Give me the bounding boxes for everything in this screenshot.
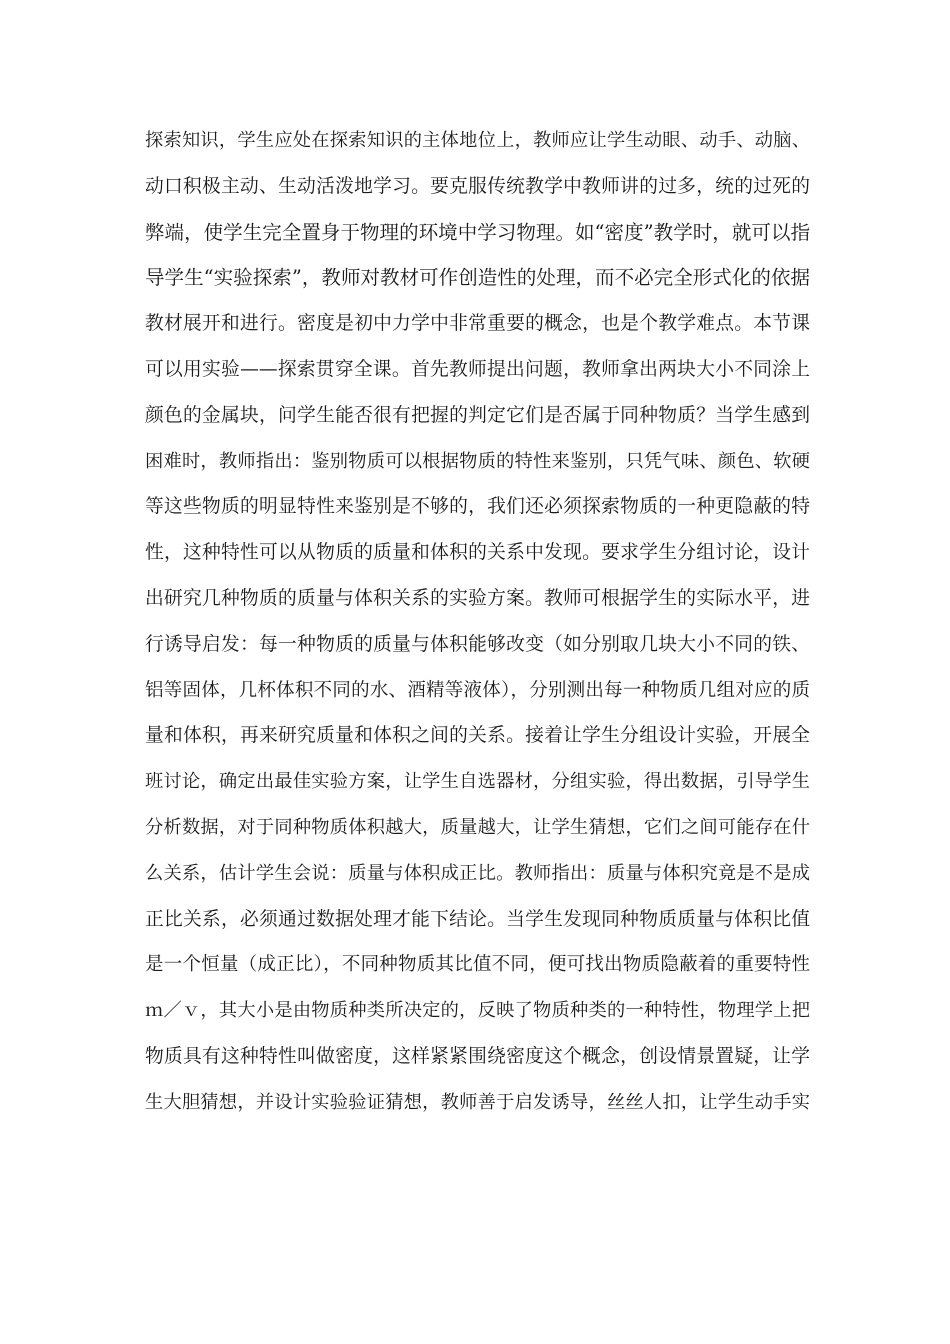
text-line: 是一个恒量（成正比），不同种物质其比值不同，便可找出物质隐蔽着的重要特性 — [145, 954, 810, 976]
text-line: 性，这种特性可以从物质的质量和体积的关系中发现。要求学生分组讨论，设计 — [145, 542, 810, 564]
text-line: 等这些物质的明显特性来鉴别是不够的，我们还必须探索物质的一种更隐蔽的特 — [145, 496, 810, 518]
text-line: 物质具有这种特性叫做密度，这样紧紧围绕密度这个概念，创设情景置疑，让学 — [145, 1045, 810, 1067]
text-line: 导学生“实验探索”，教师对教材可作创造性的处理，而不必完全形式化的依据 — [145, 266, 810, 290]
text-line: 么关系，估计学生会说：质量与体积成正比。教师指出：质量与体积究竟是不是成 — [145, 862, 810, 884]
text-line: 正比关系，必须通过数据处理才能下结论。当学生发现同种物质质量与体积比值 — [145, 908, 810, 930]
text-line: 可以用实验——探索贯穿全课。首先教师提出问题，教师拿出两块大小不同涂上 — [145, 358, 810, 380]
text-line: 探索知识，学生应处在探索知识的主体地位上，教师应让学生动眼、动手、动脑、 — [145, 130, 810, 151]
text-line: 教材展开和进行。密度是初中力学中非常重要的概念，也是个教学难点。本节课 — [145, 313, 810, 335]
text-line: 出研究几种物质的质量与体积关系的实验方案。教师可根据学生的实际水平，进 — [145, 587, 810, 609]
text-line: 生大胆猜想，并设计实验验证猜想，教师善于启发诱导，丝丝人扣，让学生动手实 — [145, 1091, 810, 1113]
text-line: 班讨论，确定出最佳实验方案，让学生自选器材，分组实验，得出数据，引导学生 — [145, 771, 810, 793]
text-line: 困难时，教师指出：鉴别物质可以根据物质的特性来鉴别，只凭气味、颜色、软硬 — [145, 450, 810, 472]
text-line: ｍ／ｖ，其大小是由物质种类所决定的，反映了物质种类的一种特性，物理学上把 — [145, 1000, 810, 1022]
text-line: 行诱导启发：每一种物质的质量与体积能够改变（如分别取几块大小不同的铁、 — [145, 633, 810, 655]
text-line: 量和体积，再来研究质量和体积之间的关系。接着让学生分组设计实验，开展全 — [145, 725, 810, 747]
text-line: 分析数据，对于同种物质体积越大，质量越大，让学生猜想，它们之间可能存在什 — [145, 816, 810, 838]
text-line: 颜色的金属块，问学生能否很有把握的判定它们是否属于同种物质？当学生感到 — [145, 404, 810, 426]
text-line: 铝等固体，几杯体积不同的水、酒精等液体），分别测出每一种物质几组对应的质 — [145, 679, 810, 701]
text-line: 动口积极主动、生动活泼地学习。要克服传统教学中教师讲的过多，统的过死的 — [145, 175, 810, 197]
text-line: 弊端，使学生完全置身于物理的环境中学习物理。如“密度”教学时，就可以指 — [145, 220, 810, 244]
body-text — [145, 118, 810, 1126]
